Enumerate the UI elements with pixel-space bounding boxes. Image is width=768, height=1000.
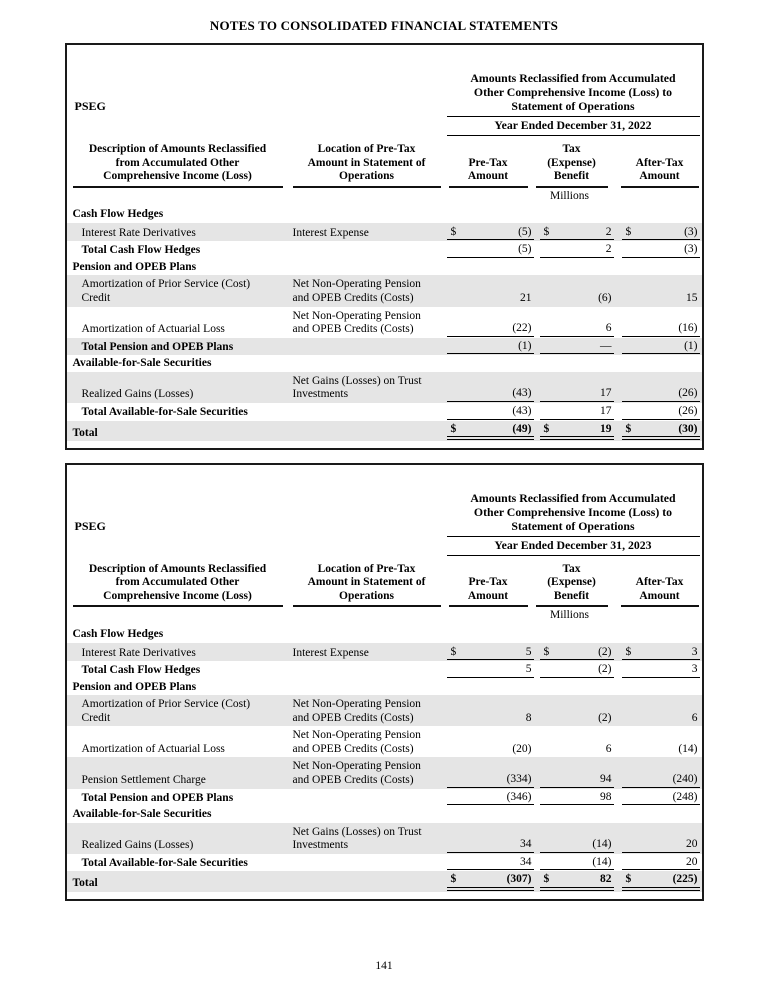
pre-tax-column-header [449, 157, 528, 188]
tax-cell [540, 791, 614, 806]
tax-cell [540, 292, 614, 306]
total-row [67, 661, 702, 679]
description-line: Credit [81, 292, 111, 305]
description-line: Credit [81, 711, 111, 724]
location-line: Net Non-Operating Pension [292, 729, 421, 742]
amount-value: (240) [672, 773, 698, 786]
item-row [67, 757, 702, 788]
amount-value: (14) [678, 742, 698, 755]
amount-value: 19 [600, 422, 612, 435]
location-cell [293, 698, 445, 725]
description-line: Total Pension and OPEB Plans [81, 340, 234, 353]
period-label: Year Ended December 31, 2022 [447, 117, 700, 136]
after-tax-column-header [621, 157, 699, 188]
location-line: Net Non-Operating Pension [292, 278, 421, 291]
amount-value: 3 [691, 663, 698, 676]
header-line: Location of Pre-Tax [317, 562, 416, 575]
location-line: Net Non-Operating Pension [292, 309, 421, 322]
description-cell [67, 208, 293, 222]
description-cell [67, 323, 293, 337]
pre-tax-cell [447, 322, 534, 337]
location-cell [293, 729, 445, 756]
description-cell [67, 341, 293, 355]
amount-value: 94 [600, 773, 612, 786]
location-line: and OPEB Credits (Costs) [292, 292, 414, 305]
pre-tax-column-header [449, 576, 528, 607]
amount-value: (16) [678, 322, 698, 335]
amount-value: (26) [678, 404, 698, 417]
amount-value: (14) [592, 838, 612, 851]
span-header-line: Statement of Operations [511, 518, 635, 533]
amount-value: (248) [672, 790, 698, 803]
tax-cell [540, 712, 614, 726]
header-line: Tax [562, 142, 581, 155]
amount-value: (20) [512, 742, 532, 755]
amount-value: 6 [691, 711, 698, 724]
after-tax-cell [622, 405, 700, 420]
amount-value: (5) [518, 225, 532, 238]
after-tax-cell [622, 873, 700, 891]
header-line: Amount [467, 170, 509, 183]
description-cell [67, 427, 293, 441]
header-line: Description of Amounts Reclassified [88, 142, 267, 155]
header-line: Comprehensive Income (Loss) [103, 589, 252, 602]
amount-value: (2) [598, 645, 612, 658]
tax-cell [540, 646, 614, 661]
description-line: Amortization of Actuarial Loss [81, 742, 225, 755]
tax-column-header [536, 143, 608, 188]
currency-symbol: $ [625, 873, 632, 886]
total-row [67, 854, 702, 872]
location-cell [293, 375, 445, 402]
tax-cell [540, 856, 614, 871]
header-line: Amount [639, 589, 680, 602]
location-line: Net Gains (Losses) on Trust [292, 825, 422, 838]
amount-value: 34 [520, 838, 532, 851]
tax-cell [540, 873, 614, 891]
header-line: Location of Pre-Tax [317, 142, 416, 155]
amount-value: (14) [592, 855, 612, 868]
pre-tax-cell [447, 663, 534, 678]
amount-value: (2) [598, 663, 612, 676]
description-line: Interest Rate Derivatives [81, 226, 196, 239]
after-tax-cell [622, 243, 700, 258]
tax-cell [540, 743, 614, 757]
description-line: Total [72, 426, 98, 439]
description-cell [67, 774, 293, 788]
description-cell [67, 808, 293, 822]
description-line: Amortization of Prior Service (Cost) [81, 278, 251, 291]
description-cell [67, 388, 293, 402]
tax-column-header [536, 563, 608, 608]
tax-cell [540, 405, 614, 420]
amount-value: (49) [512, 422, 532, 435]
item-row [67, 307, 702, 338]
tax-cell [540, 838, 614, 853]
amount-value: 21 [520, 292, 532, 305]
header-line: Pre-Tax [468, 156, 508, 169]
description-line: Amortization of Actuarial Loss [81, 323, 225, 336]
column-headers-row [67, 556, 702, 608]
pre-tax-cell [447, 243, 534, 258]
description-line: Total Available-for-Sale Securities [81, 856, 248, 869]
table-header-block [67, 465, 702, 556]
amount-value: 82 [600, 873, 612, 886]
header-line: Amount in Statement of [307, 576, 426, 589]
span-header-line: Other Comprehensive Income (Loss) to [473, 504, 673, 519]
currency-symbol: $ [450, 422, 457, 435]
entity-label: PSEG [74, 518, 106, 533]
tax-cell [540, 243, 614, 258]
after-tax-cell [622, 712, 700, 726]
pre-tax-cell [447, 856, 534, 871]
header-line: Amount in Statement of [307, 156, 426, 169]
page-number: 141 [375, 960, 393, 972]
after-tax-cell [622, 791, 700, 806]
description-line: Total [72, 877, 98, 890]
amount-value: (1) [518, 339, 532, 352]
tax-cell [540, 423, 614, 441]
amount-value: (43) [512, 387, 532, 400]
entity-label: PSEG [74, 98, 106, 113]
description-line: Pension and OPEB Plans [72, 260, 197, 273]
span-header-line: Amounts Reclassified from Accumulated [470, 71, 676, 86]
location-cell [293, 760, 445, 787]
pre-tax-cell [447, 423, 534, 441]
period-label: Year Ended December 31, 2023 [447, 537, 700, 556]
header-line: After-Tax [635, 156, 684, 169]
amount-value: (3) [684, 243, 698, 256]
amount-value: (22) [512, 322, 532, 335]
pre-tax-cell [447, 791, 534, 806]
description-line: Interest Rate Derivatives [81, 646, 196, 659]
item-row [67, 823, 702, 854]
description-cell [67, 792, 293, 806]
description-cell [67, 244, 293, 258]
after-tax-cell [622, 292, 700, 306]
location-cell [293, 227, 445, 241]
amount-value: (5) [518, 243, 532, 256]
units-label: Millions [550, 189, 589, 202]
pre-tax-cell [447, 340, 534, 355]
description-line: Realized Gains (Losses) [81, 388, 194, 401]
description-cell [67, 357, 293, 371]
amount-value: 34 [520, 855, 532, 868]
location-line: Interest Expense [292, 226, 369, 239]
amount-value: 98 [600, 790, 612, 803]
location-column-header [293, 563, 441, 608]
description-cell [67, 664, 293, 678]
amount-value: 17 [600, 404, 612, 417]
amount-value: (2) [598, 711, 612, 724]
after-tax-cell [622, 646, 700, 661]
location-line: and OPEB Credits (Costs) [292, 711, 414, 724]
grand-total-row [67, 871, 702, 892]
header-line: Operations [339, 170, 394, 183]
pre-tax-cell [447, 773, 534, 788]
description-cell [67, 628, 293, 642]
after-tax-cell [622, 340, 700, 355]
section-row [67, 679, 702, 696]
currency-symbol: $ [625, 645, 632, 658]
pre-tax-cell [447, 712, 534, 726]
amount-value: 8 [525, 711, 532, 724]
item-row [67, 275, 702, 306]
location-line: Investments [292, 839, 349, 852]
header-line: from Accumulated Other [115, 156, 240, 169]
after-tax-cell [622, 663, 700, 678]
amount-value: (30) [678, 422, 698, 435]
total-row [67, 338, 702, 356]
item-row [67, 223, 702, 242]
header-line: from Accumulated Other [115, 576, 240, 589]
location-cell [293, 278, 445, 305]
span-header-line: Statement of Operations [511, 99, 635, 114]
amount-value: 2 [605, 243, 612, 256]
header-line: Benefit [553, 589, 590, 602]
amount-value: (26) [678, 387, 698, 400]
description-column-header [73, 563, 283, 608]
total-row [67, 789, 702, 807]
description-cell [67, 647, 293, 661]
span-header-title [447, 72, 700, 117]
amount-value: (6) [598, 292, 612, 305]
amount-value: 15 [686, 292, 698, 305]
description-cell [67, 278, 293, 305]
currency-symbol: $ [450, 645, 457, 658]
description-line: Cash Flow Hedges [72, 208, 164, 221]
pre-tax-cell [447, 646, 534, 661]
amount-value: 20 [686, 855, 698, 868]
amount-value: (307) [506, 873, 532, 886]
amount-value: 5 [525, 645, 532, 658]
amount-value: 6 [605, 322, 612, 335]
header-line: Tax [562, 562, 581, 575]
section-row [67, 626, 702, 643]
location-line: Net Non-Operating Pension [292, 698, 421, 711]
pre-tax-cell [447, 405, 534, 420]
currency-symbol: $ [625, 422, 632, 435]
span-header-title [447, 492, 700, 537]
header-line: (Expense) [547, 156, 596, 169]
amount-value: 20 [686, 838, 698, 851]
item-row [67, 643, 702, 662]
amount-value: (43) [512, 404, 532, 417]
amount-value: 17 [600, 387, 612, 400]
reclassification-table [65, 463, 704, 901]
description-line: Pension and OPEB Plans [72, 680, 197, 693]
tax-cell [540, 387, 614, 402]
description-line: Available-for-Sale Securities [72, 808, 212, 821]
location-cell [293, 310, 445, 337]
description-cell [67, 877, 293, 891]
description-line: Amortization of Prior Service (Cost) [81, 698, 251, 711]
description-line: Total Available-for-Sale Securities [81, 405, 248, 418]
header-line: Pre-Tax [468, 576, 508, 589]
after-tax-column-header [621, 576, 699, 607]
after-tax-cell [622, 773, 700, 788]
location-line: Investments [292, 388, 349, 401]
tax-cell [540, 773, 614, 788]
page-title: NOTES TO CONSOLIDATED FINANCIAL STATEMENTS [209, 18, 559, 33]
column-span-header [447, 72, 700, 136]
tax-cell [540, 340, 614, 355]
section-row [67, 259, 702, 276]
total-row [67, 241, 702, 259]
description-line: Total Pension and OPEB Plans [81, 791, 234, 804]
description-cell [67, 681, 293, 695]
description-cell [67, 839, 293, 853]
amount-value: 3 [691, 645, 698, 658]
header-line: Amount [467, 589, 509, 602]
section-row [67, 355, 702, 372]
pre-tax-cell [447, 873, 534, 891]
tax-cell [540, 322, 614, 337]
after-tax-cell [622, 387, 700, 402]
currency-symbol: $ [543, 225, 550, 238]
location-line: Net Gains (Losses) on Trust [292, 374, 422, 387]
item-row [67, 726, 702, 757]
location-line: and OPEB Credits (Costs) [292, 742, 414, 755]
after-tax-cell [622, 226, 700, 241]
pre-tax-cell [447, 226, 534, 241]
reclassification-table [65, 43, 704, 450]
span-header-line: Amounts Reclassified from Accumulated [470, 491, 676, 506]
pre-tax-cell [447, 387, 534, 402]
location-cell [293, 647, 445, 661]
total-row [67, 403, 702, 421]
description-cell [67, 406, 293, 420]
span-header-line: Other Comprehensive Income (Loss) to [473, 85, 673, 100]
location-column-header [293, 143, 441, 188]
units-row [67, 188, 702, 207]
after-tax-cell [622, 322, 700, 337]
description-line: Total Cash Flow Hedges [81, 664, 201, 677]
amount-value: (334) [506, 773, 532, 786]
amount-value: (3) [684, 225, 698, 238]
pre-tax-cell [447, 743, 534, 757]
after-tax-cell [622, 743, 700, 757]
amount-value: — [600, 339, 612, 352]
header-line: Amount [639, 170, 680, 183]
section-row [67, 206, 702, 223]
tax-cell [540, 663, 614, 678]
tables-container [0, 43, 768, 901]
after-tax-cell [622, 423, 700, 441]
item-row [67, 695, 702, 726]
currency-symbol: $ [450, 873, 457, 886]
description-cell [67, 743, 293, 757]
amount-value: 5 [525, 663, 532, 676]
units-row [67, 607, 702, 626]
location-cell [293, 826, 445, 853]
header-line: Operations [339, 589, 394, 602]
amount-value: (225) [672, 873, 698, 886]
amount-value: (1) [684, 339, 698, 352]
location-line: and OPEB Credits (Costs) [292, 774, 414, 787]
currency-symbol: $ [450, 225, 457, 238]
pre-tax-cell [447, 292, 534, 306]
location-line: Net Non-Operating Pension [292, 760, 421, 773]
description-cell [67, 227, 293, 241]
after-tax-cell [622, 856, 700, 871]
currency-symbol: $ [625, 225, 632, 238]
description-line: Cash Flow Hedges [72, 627, 164, 640]
description-column-header [73, 143, 283, 188]
table-header-block [67, 45, 702, 136]
header-line: Comprehensive Income (Loss) [103, 170, 252, 183]
location-line: Interest Expense [292, 646, 369, 659]
description-cell [67, 261, 293, 275]
description-cell [67, 698, 293, 725]
amount-value: 2 [605, 225, 612, 238]
description-line: Realized Gains (Losses) [81, 839, 194, 852]
column-headers-row [67, 136, 702, 188]
item-row [67, 372, 702, 403]
pre-tax-cell [447, 838, 534, 853]
currency-symbol: $ [543, 645, 550, 658]
description-cell [67, 857, 293, 871]
header-line: After-Tax [635, 576, 684, 589]
section-row [67, 806, 702, 823]
column-span-header [447, 492, 700, 556]
header-line: Description of Amounts Reclassified [88, 562, 267, 575]
grand-total-row [67, 421, 702, 442]
after-tax-cell [622, 838, 700, 853]
header-line: Benefit [553, 170, 590, 183]
currency-symbol: $ [543, 873, 550, 886]
header-line: (Expense) [547, 576, 596, 589]
description-line: Pension Settlement Charge [81, 774, 206, 787]
description-line: Available-for-Sale Securities [72, 357, 212, 370]
units-label: Millions [550, 609, 589, 622]
location-line: and OPEB Credits (Costs) [292, 323, 414, 336]
amount-value: (346) [506, 790, 532, 803]
currency-symbol: $ [543, 422, 550, 435]
tax-cell [540, 226, 614, 241]
description-line: Total Cash Flow Hedges [81, 244, 201, 257]
amount-value: 6 [605, 742, 612, 755]
